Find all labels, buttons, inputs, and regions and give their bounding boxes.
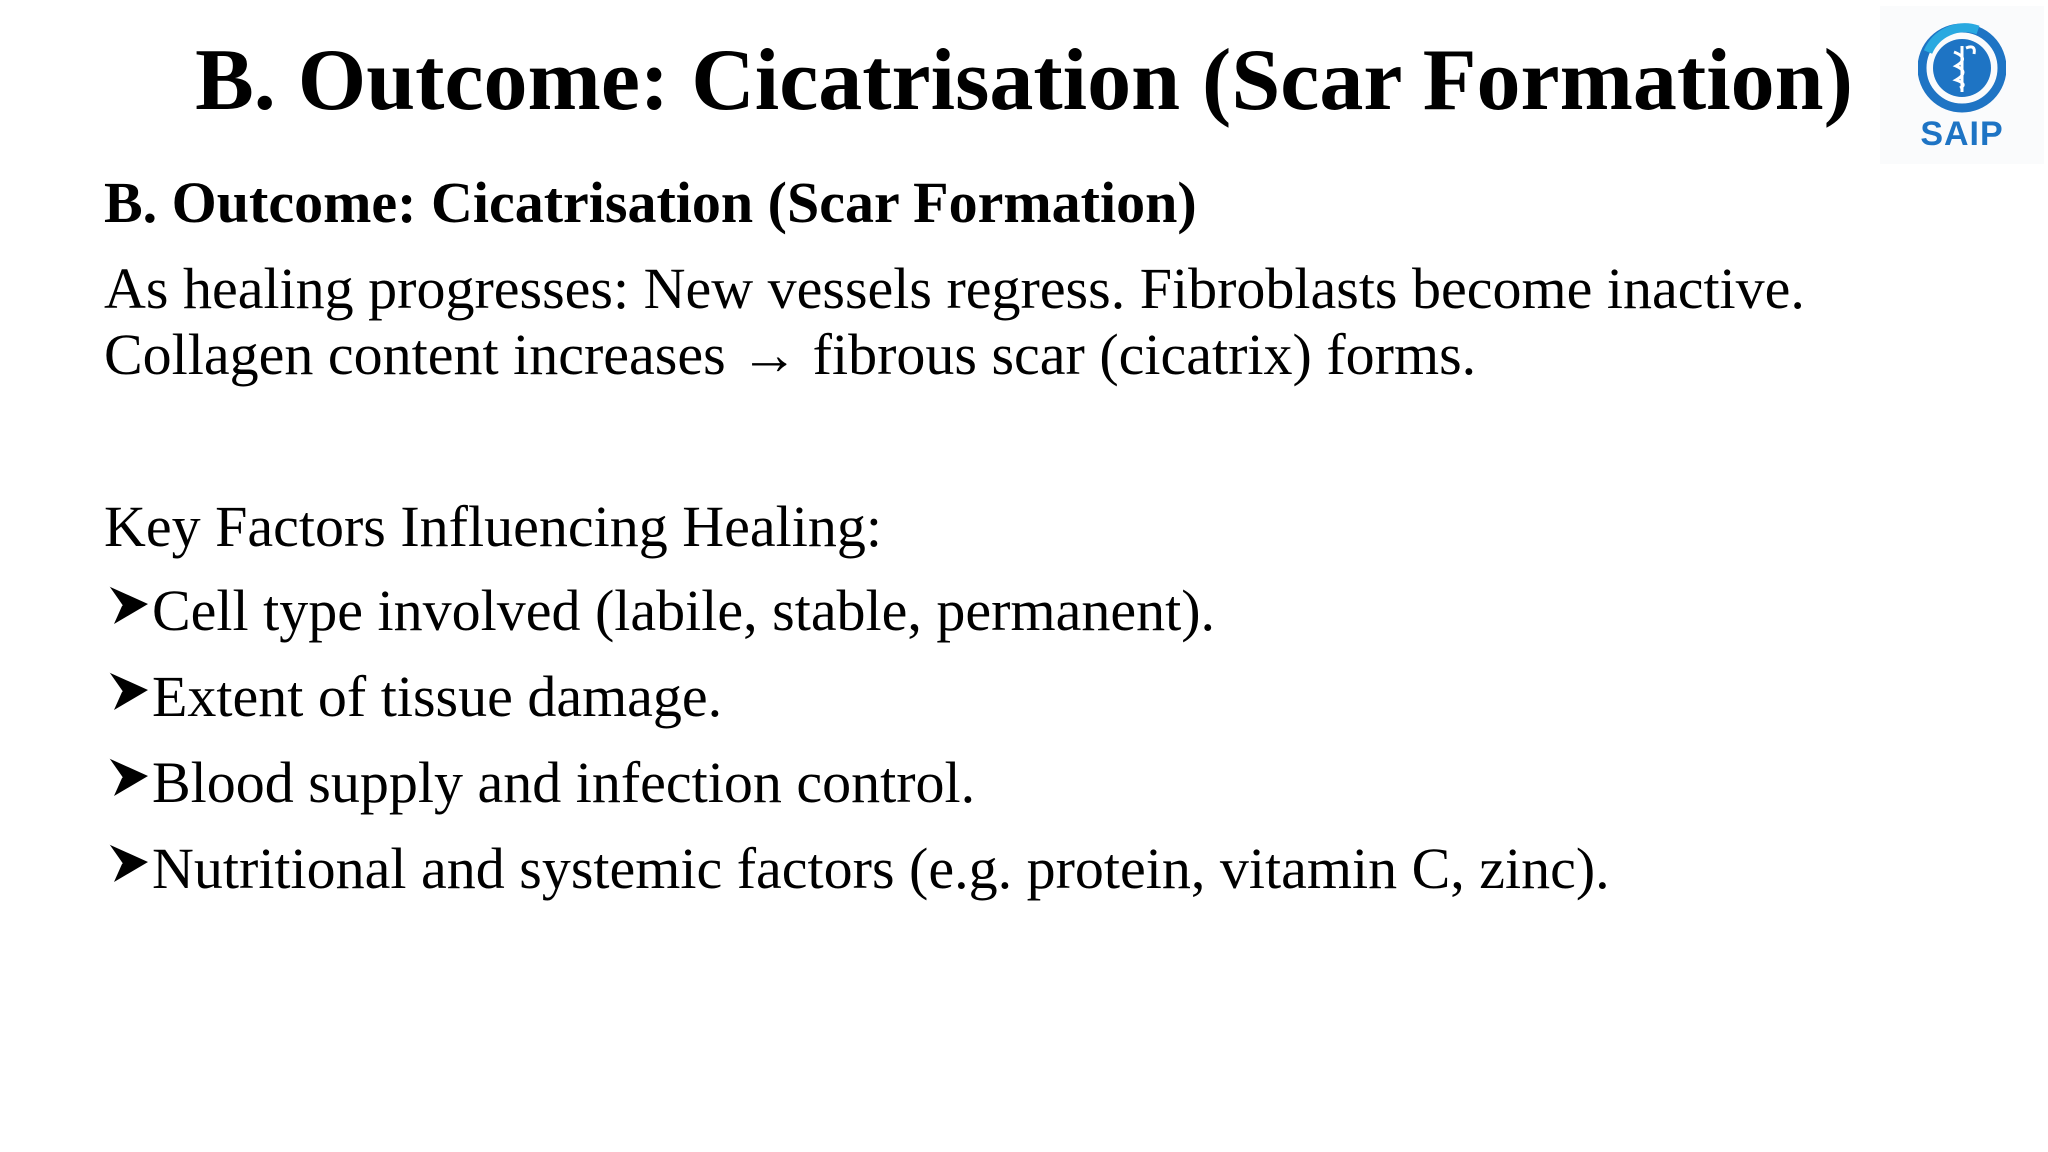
logo-text: SAIP — [1920, 115, 2004, 153]
list-item-text: Blood supply and infection control. — [152, 750, 976, 815]
key-factors-heading: Key Factors Influencing Healing: — [104, 494, 882, 559]
slide-title: B. Outcome: Cicatrisation (Scar Formation) — [195, 32, 1853, 129]
arrowhead-bullet-icon — [104, 840, 150, 886]
list-item-text: Nutritional and systemic factors (e.g. protein, vitamin C, zinc). — [152, 836, 1610, 901]
paragraph-line-2: Collagen content increases → fibrous scar (cicatrix) forms. — [104, 322, 1477, 387]
list-item-text: Cell type involved (labile, stable, permanent). — [152, 578, 1216, 643]
paragraph-line-1: As healing progresses: New vessels regress. Fibroblasts become inactive. — [104, 256, 1805, 321]
saip-logo — [1880, 6, 2044, 164]
arrowhead-bullet-icon — [104, 582, 150, 628]
section-subheading: B. Outcome: Cicatrisation (Scar Formation) — [104, 170, 1197, 235]
arrowhead-bullet-icon — [104, 754, 150, 800]
arrowhead-bullet-icon — [104, 668, 150, 714]
saip-emblem-icon — [1918, 22, 2006, 114]
list-item-text: Extent of tissue damage. — [152, 664, 723, 729]
